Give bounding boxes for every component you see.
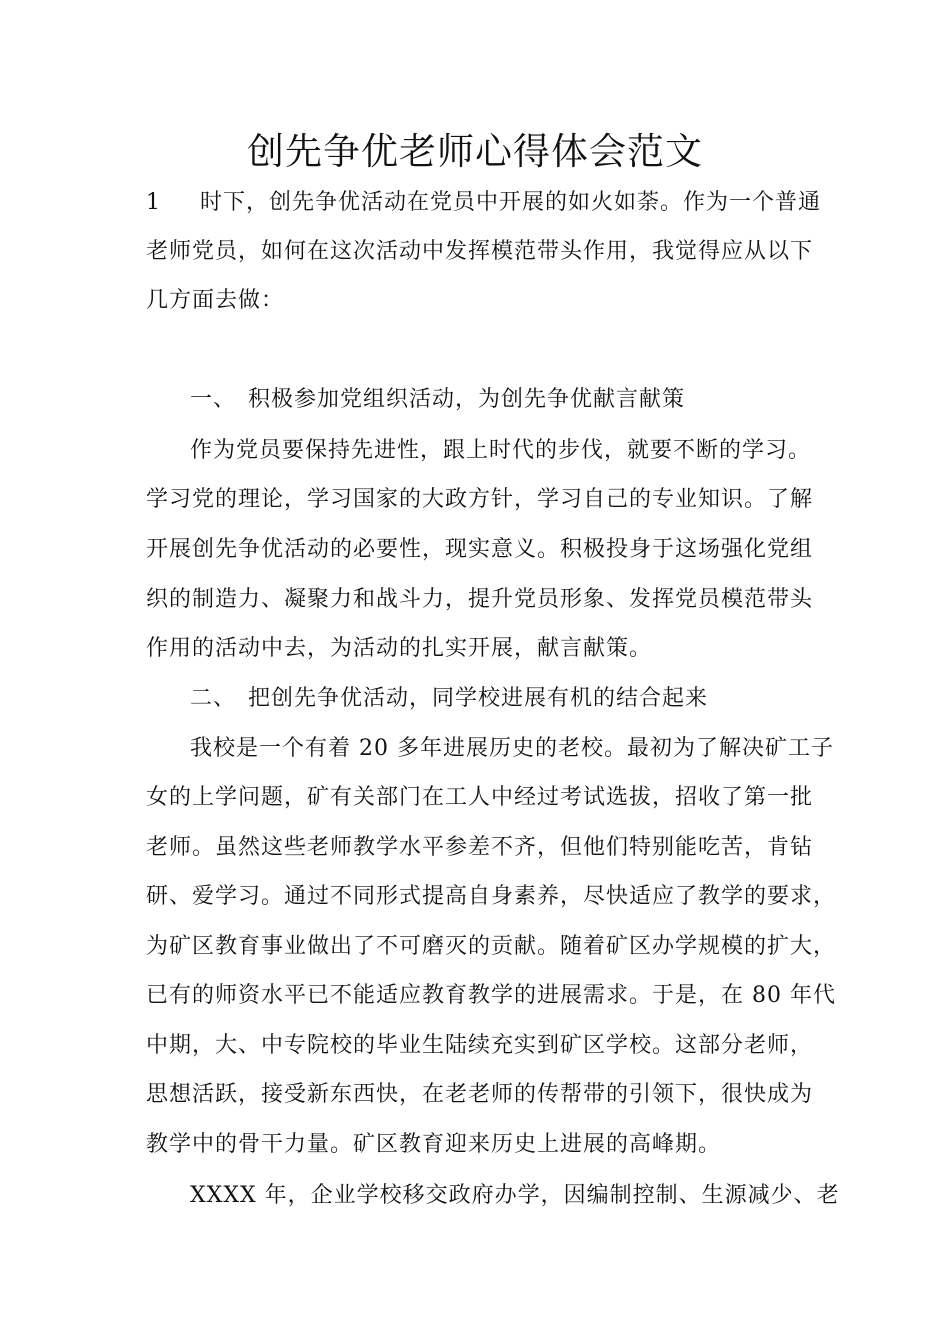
section2-line-5: 为矿区教育事业做出了不可磨灭的贡献。随着矿区办学规模的扩大， — [146, 934, 837, 959]
section1-heading-text: 积极参加党组织活动，为创先争优献言献策 — [248, 387, 686, 412]
section2-line-4: 研、爱学习。通过不同形式提高自身素养，尽快适应了教学的要求， — [146, 884, 837, 909]
section1-line-2: 学习党的理论，学习国家的大政方针，学习自己的专业知识。了解 — [146, 487, 814, 512]
intro-text-1: 时下，创先争优活动在党员中开展的如火如荼。作为一个普通 — [200, 190, 822, 215]
section2-line-2: 女的上学问题，矿有关部门在工人中经过考试选拔，招收了第一批 — [146, 785, 814, 810]
section2-heading-text: 把创先争优活动，同学校进展有机的结合起来 — [248, 686, 709, 711]
section2-line-3: 老师。虽然这些老师教学水平参差不齐，但他们特别能吃苦，肯钻 — [146, 835, 814, 860]
section2-heading — [190, 684, 870, 714]
intro-line-2: 老师党员，如何在这次活动中发挥模范带头作用，我觉得应从以下 — [146, 239, 814, 264]
section2-line-7: 中期，大、中专院校的毕业生陆续充实到矿区学校。这部分老师， — [146, 1033, 814, 1058]
intro-line-1 — [146, 188, 826, 218]
section1-heading — [190, 385, 870, 415]
intro-line-3: 几方面去做： — [146, 288, 285, 313]
section1-line-4: 织的制造力、凝聚力和战斗力，提升党员形象、发挥党员模范带头 — [146, 587, 814, 612]
section2-line-8: 思想活跃，接受新东西快，在老老师的传帮带的引领下，很快成为 — [146, 1082, 814, 1107]
section1-line-1: 作为党员要保持先进性，跟上时代的步伐，就要不断的学习。 — [190, 438, 812, 463]
section1-line-3: 开展创先争优活动的必要性，现实意义。积极投身于这场强化党组 — [146, 537, 814, 562]
section2-line-1: 我校是一个有着 20 多年进展历史的老校。最初为了解决矿工子 — [190, 736, 834, 761]
section2-line-6: 已有的师资水平已不能适应教育教学的进展需求。于是，在 80 年代 — [146, 983, 836, 1008]
section2-number: 二、 — [190, 686, 237, 711]
document-title: 创先争优老师心得体会范文 — [247, 130, 703, 173]
section1-line-5: 作用的活动中去，为活动的扎实开展，献言献策。 — [146, 636, 653, 661]
section2-line-10: XXXX 年，企业学校移交政府办学，因编制控制、生源减少、老 — [190, 1183, 840, 1208]
intro-number: 1 — [146, 190, 161, 215]
section2-line-9: 教学中的骨干力量。矿区教育迎来历史上进展的高峰期。 — [146, 1132, 722, 1157]
section1-number: 一、 — [190, 387, 237, 412]
